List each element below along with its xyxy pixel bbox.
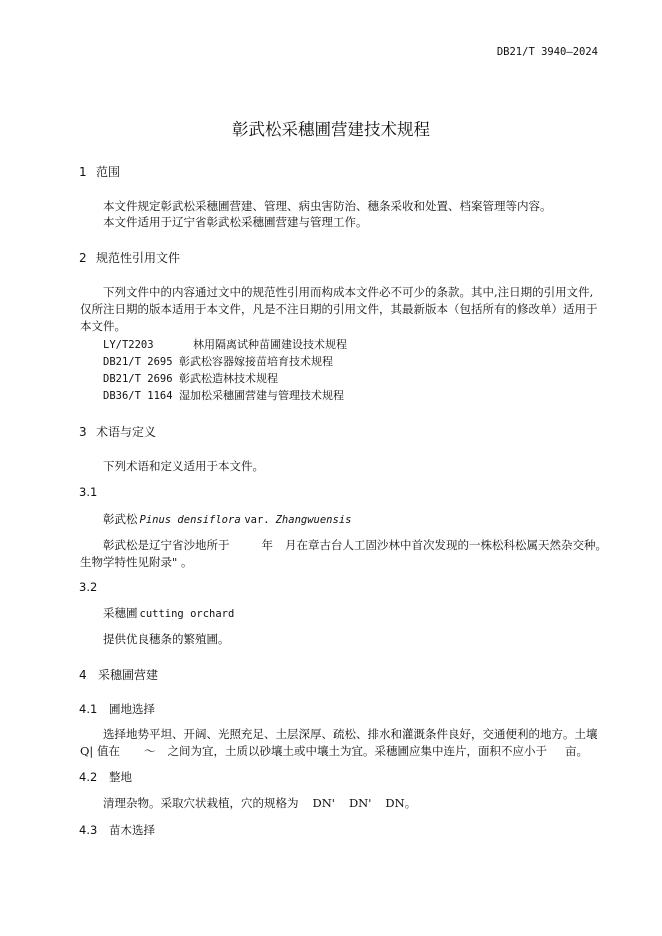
subsection-number: 3.1 <box>79 485 98 499</box>
subsection-title: 整地 <box>109 770 132 784</box>
section-3-heading <box>79 423 156 440</box>
subsection-title: 圃地选择 <box>109 702 155 716</box>
section-title: 采穗圃营建 <box>98 668 159 682</box>
subsection-title: 苗木选择 <box>109 823 155 837</box>
reference-code: LY/T2203 <box>103 339 154 351</box>
paragraph: 本文件适用于辽宁省彰武松采穗圃营建与管理工作。 <box>103 215 368 229</box>
section-number: 3 <box>79 425 87 439</box>
section-title: 规范性引用文件 <box>96 251 181 265</box>
paragraph-line: 本文件。 <box>80 319 126 333</box>
paragraph-line: 下列文件中的内容通过文中的规范性引用而构成本文件必不可少的条款。其中,注日期的引用文件, <box>103 285 594 299</box>
reference-code: DB21/T 2695 <box>103 356 173 368</box>
term-entry <box>103 511 351 527</box>
subsection-number: 4.1 <box>79 702 98 716</box>
term-definition: 提供优良穗条的繁殖圃。 <box>103 632 230 646</box>
subsection-number: 3.2 <box>79 580 98 594</box>
subsection-4-2-heading <box>79 769 132 785</box>
paragraph-line: Q| 值在 ～ 之间为宜，土质以砂壤土或中壤土为宜。采穗圃应集中连片，面积不应小于 亩。 <box>80 744 588 758</box>
paragraph-line: 清理杂物。采取穴状栽植，穴的规格为 DN' DN' DN。 <box>103 796 417 810</box>
reference-code: DB36/T 1164 <box>103 390 173 402</box>
section-1-heading <box>79 163 120 180</box>
term-chinese: 彰武松 <box>103 512 138 526</box>
section-number: 2 <box>79 251 87 265</box>
reference-code: DB21/T 2696 <box>103 373 173 385</box>
section-title: 范围 <box>96 165 121 179</box>
reference-item <box>103 387 344 403</box>
term-definition-line: 生物学特性见附录" 。 <box>80 555 193 569</box>
term-latin-name: Pinus densiflora <box>139 514 241 526</box>
reference-item <box>103 353 333 369</box>
subsection-number: 4.3 <box>79 823 98 837</box>
paragraph-line: 仅所注日期的版本适用于本文件，凡是不注日期的引用文件，其最新版本（包括所有的修改单）适用于 <box>80 302 598 316</box>
term-variety-abbr: var. <box>244 514 270 526</box>
term-entry <box>103 605 234 621</box>
term-english: cutting orchard <box>139 608 235 620</box>
paragraph: 本文件规定彰武松采穗圃营建、管理、病虫害防治、穗条采收和处置、档案管理等内容。 <box>103 199 552 213</box>
section-title: 术语与定义 <box>96 425 157 439</box>
subsection-4-1-heading <box>79 701 155 717</box>
reference-name: 湿加松采穗圃营建与管理技术规程 <box>179 389 344 402</box>
document-title: 彰武松采穗圃营建技术规程 <box>232 120 430 139</box>
subsection-4-3-heading <box>79 822 155 838</box>
term-definition-line: 彰武松是辽宁省沙地所于 年 月在章古台人工固沙林中首次发现的一株松科松属天然杂交种。 <box>103 538 607 552</box>
reference-name: 林用隔离试种苗圃建设技术规程 <box>193 338 347 351</box>
section-number: 4 <box>79 668 87 682</box>
term-chinese: 采穗圃 <box>103 606 138 620</box>
section-2-heading <box>79 249 180 266</box>
section-number: 1 <box>79 165 87 179</box>
term-variety-name: Zhangwuensis <box>275 514 352 526</box>
reference-name: 彰武松造林技术规程 <box>179 372 278 385</box>
paragraph-line: 选择地势平坦、开阔、光照充足、土层深厚、疏松、排水和灌溉条件良好，交通便利的地方。土壤 <box>103 727 598 741</box>
subsection-number: 4.2 <box>79 770 98 784</box>
paragraph: 下列术语和定义适用于本文件。 <box>103 459 264 473</box>
reference-item <box>103 370 278 386</box>
reference-name: 彰武松容器嫁接苗培育技术规程 <box>179 355 333 368</box>
section-4-heading <box>79 666 158 683</box>
reference-item <box>103 336 347 352</box>
document-number: DB21/T 3940—2024 <box>496 46 598 58</box>
